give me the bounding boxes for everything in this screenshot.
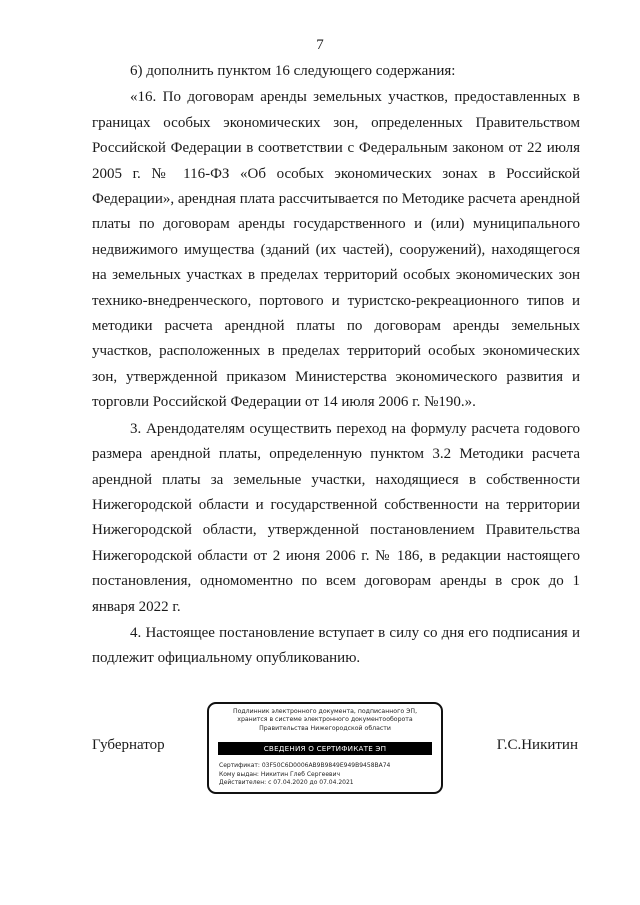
signatory-name: Г.С.Никитин (496, 737, 578, 753)
signatory-title: Губернатор (92, 737, 165, 753)
document-body (92, 59, 580, 673)
page-number: 7 (316, 37, 324, 53)
stamp-details (219, 762, 390, 788)
stamp-intro-line: Правительства Нижегородской области (259, 724, 391, 732)
stamp-intro (209, 708, 441, 733)
certificate-validity: Действителен: с 07.04.2020 до 07.04.2021 (219, 779, 354, 786)
certificate-owner: Кому выдан: Никитин Глеб Сергеевич (219, 770, 341, 778)
paragraph-point-3: 3. Арендодателям осуществить переход на формулу расчета годового размера арендной платы, определенную пунктом 3.2 Методики расчета арендной платы за земельные участки, находящиеся в собственности Нижегородской области и государственной собственности на территории Нижегородской области, утвержденной постановлением Правительства Нижегородской области от 2 июня 2006 г. № 186, в редакции настоящего постановления, одномоментно по всем договорам аренды в срок до 1 января 2022 г. (92, 420, 580, 615)
paragraph-amendment-item: 6) дополнить пунктом 16 следующего содержания: (130, 63, 456, 79)
certificate-serial: Сертификат: 03F50C6D0006AB9B9849E949B9458BA74 (219, 762, 391, 769)
stamp-intro-line: Подлинник электронного документа, подписанного ЭП, (232, 708, 418, 715)
paragraph-point-4: 4. Настоящее постановление вступает в силу со дня его подписания и подлежит официальному опубликованию. (92, 624, 580, 667)
stamp-intro-line: хранится в системе электронного документооборота (237, 716, 413, 724)
paragraph-point-16: «16. По договорам аренды земельных участков, предоставленных в границах особых экономических зон, определенных Правительством Российской Федерации в соответствии с Федеральным законом от 22 июля 2005 г. № 116-ФЗ «Об особых экономических зонах в Российской Федерации», арендная плата рассчитывается по Методике расчета арендной платы по договорам аренды государственного и (или) муниципального недвижимого имущества (зданий (их частей), сооружений), находящегося на земельных участках в пределах территорий особых экономических зон технико-внедренческого, портового и туристско-рекреационного типов и методики расчета арендной платы по договорам аренды земельных участков, расположенных в пределах территорий особых экономических зон, утвержденной приказом Министерства экономического развития и торговли Российской Федерации от 14 июля 2006 г. №190.». (92, 89, 580, 411)
stamp-banner: СВЕДЕНИЯ О СЕРТИФИКАТЕ ЭП (218, 742, 432, 755)
e-signature-stamp (207, 702, 443, 794)
